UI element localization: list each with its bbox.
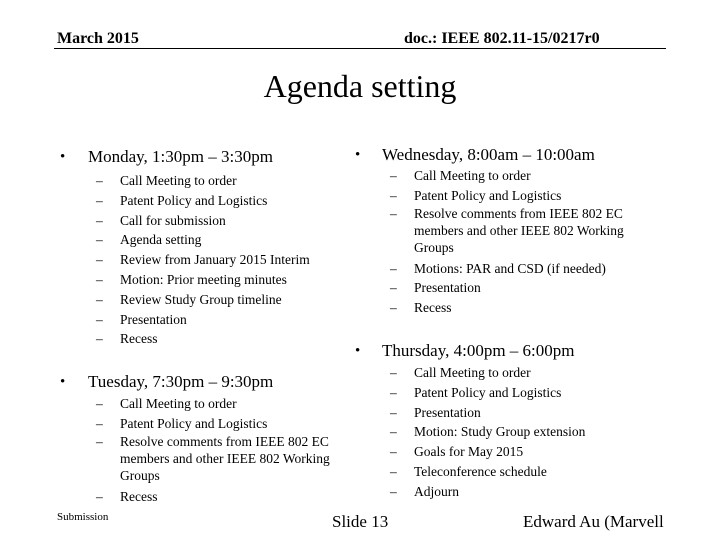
list-item: – Recess [390, 299, 452, 315]
list-item: – Resolve comments from IEEE 802 EC members and other IEEE 802 Working Groups [96, 434, 330, 483]
list-item: – Patent Policy and Logistics [390, 187, 562, 203]
bullet-tuesday: • [60, 374, 66, 390]
item-text: Patent Policy and Logistics [120, 415, 268, 431]
list-item: – Agenda setting [96, 232, 202, 248]
list-item: – Presentation [96, 311, 187, 327]
item-text: Review Study Group timeline [120, 291, 282, 307]
item-text: Teleconference schedule [414, 463, 547, 479]
item-text: Resolve comments from IEEE 802 EC members and other IEEE 802 Working Groups [414, 206, 624, 255]
bullet-thursday: • [355, 343, 361, 359]
list-item: – Presentation [390, 280, 481, 295]
item-text: Presentation [414, 280, 481, 295]
list-item: – Call Meeting to order [390, 168, 531, 183]
list-item: – Resolve comments from IEEE 802 EC members and other IEEE 802 Working Groups [390, 206, 624, 255]
session-wednesday-items [390, 166, 644, 317]
list-item: – Presentation [390, 404, 481, 420]
list-item: – Motion: Prior meeting minutes [96, 271, 287, 287]
list-item: – Call Meeting to order [390, 365, 531, 380]
list-item: – Review Study Group timeline [96, 291, 282, 307]
bullet-wednesday: • [355, 147, 361, 163]
list-item: – Goals for May 2015 [390, 444, 524, 460]
item-text: Patent Policy and Logistics [414, 384, 562, 400]
item-text: Presentation [120, 311, 187, 327]
list-item: – Patent Policy and Logistics [96, 192, 268, 208]
item-text: Adjourn [414, 483, 459, 499]
header-rule [54, 48, 666, 49]
header-doc-id: doc.: IEEE 802.11-15/0217r0 [404, 30, 600, 47]
item-text: Recess [414, 299, 452, 315]
list-item: – Call Meeting to order [96, 396, 237, 411]
header-date: March 2015 [57, 30, 139, 47]
session-tuesday-items [96, 394, 345, 506]
list-item: – Call Meeting to order [96, 173, 237, 188]
footer-author: Edward Au (Marvell [523, 512, 664, 531]
session-tuesday-heading: Tuesday, 7:30pm – 9:30pm [88, 372, 274, 391]
list-item: – Recess [96, 488, 158, 504]
item-text: Recess [120, 488, 158, 504]
item-text: Motion: Study Group extension [414, 424, 586, 440]
session-monday-items [96, 171, 350, 349]
item-text: Presentation [414, 404, 481, 420]
session-monday-heading: Monday, 1:30pm – 3:30pm [88, 147, 273, 166]
slide-title: Agenda setting [263, 68, 457, 104]
list-item: – Adjourn [390, 483, 459, 499]
bullet-monday: • [60, 149, 66, 165]
list-item: – Motions: PAR and CSD (if needed) [390, 260, 606, 276]
session-thursday-heading: Thursday, 4:00pm – 6:00pm [382, 341, 575, 360]
item-text: Motion: Prior meeting minutes [120, 271, 287, 287]
item-text: Patent Policy and Logistics [414, 187, 562, 203]
item-text: Goals for May 2015 [414, 444, 524, 460]
item-text: Resolve comments from IEEE 802 EC members and other IEEE 802 Working Groups [120, 434, 330, 483]
list-item: – Teleconference schedule [390, 463, 547, 479]
list-item: – Motion: Study Group extension [390, 424, 586, 440]
item-text: Call Meeting to order [414, 168, 531, 183]
item-text: Call Meeting to order [120, 396, 237, 411]
session-thursday-items [390, 363, 644, 502]
footer-slide-number: Slide 13 [332, 512, 389, 531]
item-text: Recess [120, 331, 158, 347]
session-wednesday-heading: Wednesday, 8:00am – 10:00am [382, 145, 595, 164]
footer-submission: Submission [57, 511, 109, 523]
item-text: Call Meeting to order [120, 173, 237, 188]
list-item: – Review from January 2015 Interim [96, 252, 310, 268]
list-item: – Patent Policy and Logistics [390, 384, 562, 400]
item-text: Review from January 2015 Interim [120, 252, 310, 268]
item-text: Call Meeting to order [414, 365, 531, 380]
list-item: – Patent Policy and Logistics [96, 415, 268, 431]
item-text: Patent Policy and Logistics [120, 192, 268, 208]
list-item: – Recess [96, 331, 158, 347]
item-text: Call for submission [120, 212, 226, 228]
item-text: Agenda setting [120, 232, 202, 248]
list-item: – Call for submission [96, 212, 226, 228]
item-text: Motions: PAR and CSD (if needed) [414, 260, 606, 276]
